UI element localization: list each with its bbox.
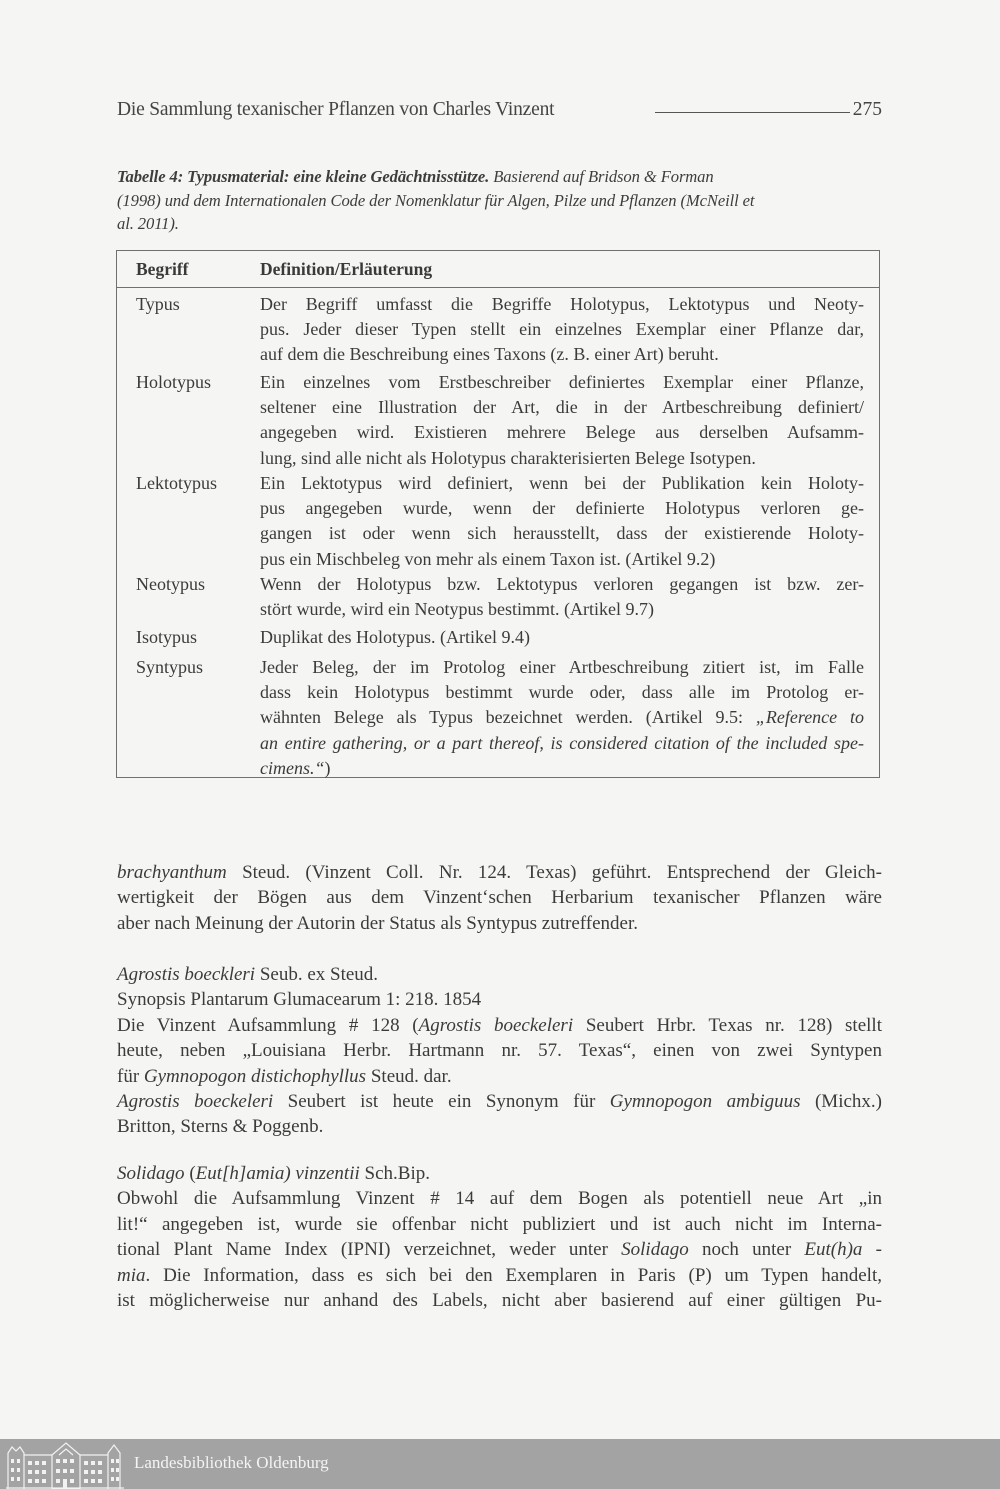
caption-label: Tabelle 4: Typusmaterial: eine kleine Gedächtnisstütze. [117,167,490,186]
caption-text-2: (1998) und dem Internationalen Code der Nomenklatur für Algen, Pilze und Pflanzen (McNeill et [117,190,755,210]
paragraph-continuation [117,860,882,936]
definition [260,292,864,368]
definition-line [260,756,864,781]
definition-line: Ein Lektotypus wird definiert, wenn bei der Publikation kein Holoty- [260,473,864,493]
term: Neotypus [136,574,205,594]
definition-line: Der Begriff umfasst die Begriffe Holotypus, Lektotypus und Neoty- [260,294,864,314]
library-building-icon [6,1441,124,1489]
text: Steud. dar. [366,1065,452,1087]
definition-line: auf dem die Beschreibung eines Taxons (z. B. einer Art) beruht. [260,344,719,365]
term: Isotypus [136,627,198,647]
quote-text: cimens.“ [260,757,325,778]
text-line [117,1013,882,1038]
text-line: Obwohl die Aufsammlung Vinzent # 14 auf dem Bogen als potentiell neue Art „in [117,1188,882,1210]
definition [260,471,864,572]
definition-line: Wenn der Holotypus bzw. Lektotypus verloren gegangen ist bzw. zer- [260,574,864,594]
text-line: lit!“ angegeben ist, wurde sie offenbar nicht publiziert und ist auch nicht im Interna- [117,1213,882,1235]
type-material-table [116,250,880,778]
definition-line: angegeben wird. Existieren mehrere Belege aus derselben Aufsamm- [260,422,864,443]
text: Seubert ist heute ein Synonym für [273,1091,610,1113]
text-line [117,1237,882,1262]
text-line: ist möglicherweise nur anhand des Labels, nicht aber basierend auf einer gültigen Pu- [117,1290,882,1312]
text-line [117,1089,882,1114]
definition-text: ) [324,757,331,778]
text: tional Plant Name Index (IPNI) verzeichnet, weder unter [117,1239,622,1261]
text: Die Vinzent Aufsammlung # 128 ( [117,1014,419,1036]
definition-line: Jeder Beleg, der im Protolog einer Artbeschreibung zitiert ist, im Falle [260,657,864,677]
table-caption [117,165,882,236]
taxon-author: Sch.Bip. [359,1163,430,1184]
text: Steud. (Vinzent Coll. Nr. 124. Texas) geführt. Entsprechend der Gleich- [226,862,882,883]
text: für [117,1065,144,1087]
caption-text-1: Basierend auf Bridson & Forman [489,167,714,186]
definition-line: dass kein Holotypus bestimmt wurde oder, dass alle im Protolog er- [260,682,864,703]
taxon-name: Agrostis boeckeleri [117,1091,274,1113]
text-line: Britton, Sterns & Poggenb. [117,1116,324,1138]
table-header-row [117,251,879,288]
entry-solidago-vinzentii [117,1161,882,1313]
taxon-name: Solidago [117,1163,185,1184]
definition-text: wähnten Belege als Typus bezeichnet werden. (Artikel 9.5: [260,707,756,728]
taxon-name: mia [117,1264,146,1286]
definition-line: pus. Jeder dieser Typen stellt ein einzelnes Exemplar einer Pflanze dar, [260,319,864,340]
definition [260,625,864,650]
text-line [117,860,882,885]
definition-line [260,731,864,756]
taxon-name: Eut(h)a - [804,1239,882,1261]
text-line [117,1064,882,1089]
taxon-name: Gymnopogon distichophyllus [143,1065,367,1087]
definition-line [260,705,864,730]
taxon-name: Solidago [621,1239,689,1261]
running-head-rule [655,112,850,113]
taxon-name: Agrostis boeckeleri [418,1014,574,1036]
caption-text-3: al. 2011). [117,214,179,233]
definition [260,572,864,622]
text-line: heute, neben „Louisiana Herbr. Hartmann nr. 57. Texas“, einen von zwei Syntypen [117,1040,882,1062]
term: Typus [136,294,180,314]
term: Holotypus [136,372,212,392]
definition-line: pus ein Mischbeleg von mehr als einem Taxon ist. (Artikel 9.2) [260,548,716,569]
text-line [117,1263,882,1288]
quote-text: an entire gathering, or a part thereof, is considered citation of the included spe- [260,732,864,753]
taxon-heading [117,1161,882,1186]
taxon-name: Agrostis boeckleri [117,964,256,985]
definition-line: Ein einzelnes vom Erstbeschreiber definiertes Exemplar einer Pflanze, [260,372,864,392]
publication-reference: Synopsis Plantarum Glumacearum 1: 218. 1854 [117,989,482,1011]
library-name: Landesbibliothek Oldenburg [134,1453,329,1472]
running-head-title: Die Sammlung texanischer Pflanzen von Charles Vinzent [117,99,555,120]
definition-line: stört wurde, wird ein Neotypus bestimmt. (Artikel 9.7) [260,599,654,620]
taxon-heading [117,962,882,987]
definition-line: Duplikat des Holotypus. (Artikel 9.4) [260,627,530,647]
text: . Die Information, dass es sich bei den Exemplaren in Paris (P) um Typen handelt, [145,1264,882,1286]
term: Lektotypus [136,473,217,493]
header-begriff: Begriff [136,259,189,279]
text: noch unter [688,1239,805,1261]
text-line: wertigkeit der Bögen aus dem Vinzent‘schen Herbarium texanischer Pflanzen wäre [117,887,882,909]
definition-line: pus angegeben wurde, wenn der definierte Holotypus verloren ge- [260,498,864,519]
quote-text: „Reference to [755,707,864,728]
definition [260,370,864,471]
library-footer-banner [0,1439,1000,1489]
taxon-name: Eut[h]amia) vinzentii [195,1163,360,1184]
taxon-author: Seub. ex Steud. [255,964,379,985]
term: Syntypus [136,657,204,677]
entry-agrostis-boeckleri [117,962,882,1140]
text-line: aber nach Meinung der Autorin der Status als Syntypus zutreffender. [117,912,638,934]
text: ( [184,1163,196,1184]
definition [260,655,864,781]
definition-line: seltener eine Illustration der Art, die in der Artbeschreibung definiert/ [260,397,864,418]
taxon-name: Gymnopogon ambiguus [609,1091,801,1113]
text: Seubert Hrbr. Texas nr. 128) stellt [573,1014,882,1036]
page-number: 275 [852,99,882,120]
definition-line: gangen ist oder wenn sich herausstellt, dass der existierende Holoty- [260,523,864,544]
header-definition: Definition/Erläuterung [260,259,433,279]
taxon-name: brachyanthum [117,862,227,883]
definition-line: lung, sind alle nicht als Holotypus charakterisierten Belege Isotypen. [260,447,756,468]
text: (Michx.) [800,1091,882,1113]
running-head [117,99,882,127]
